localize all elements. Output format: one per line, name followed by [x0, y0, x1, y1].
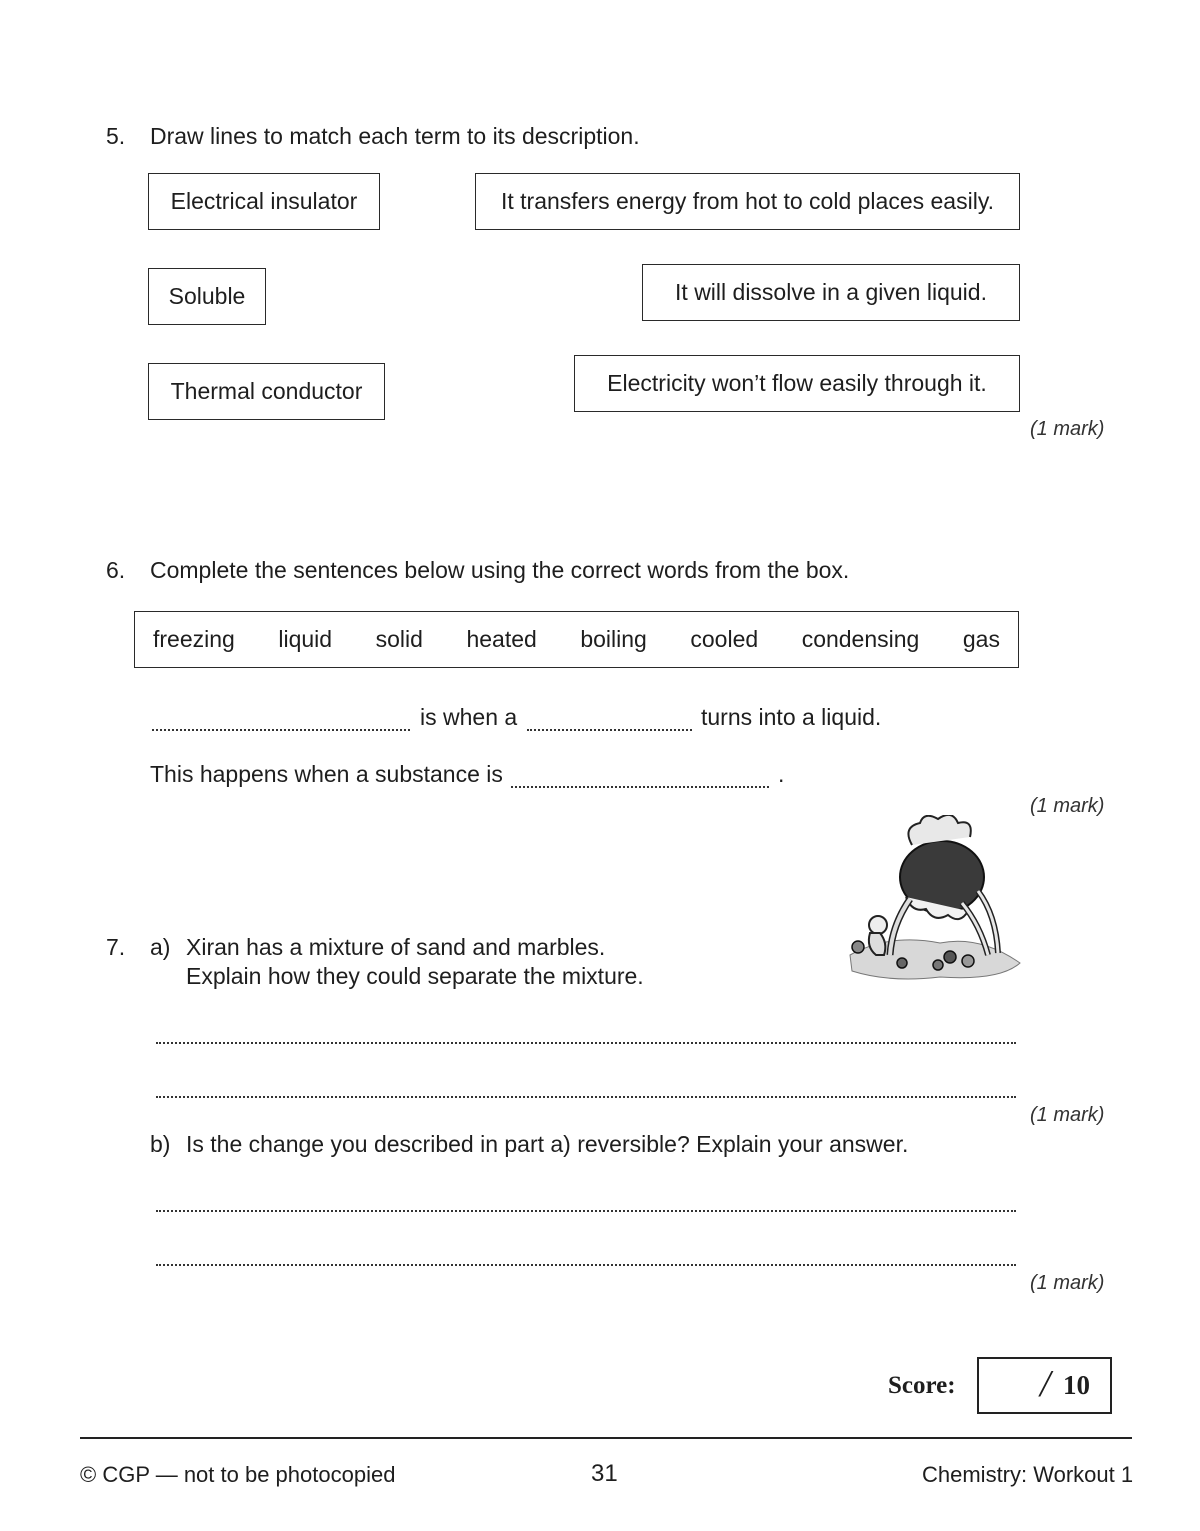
q5-number: 5.	[106, 123, 126, 149]
term-box-electrical-insulator[interactable]	[148, 173, 380, 230]
description-box-electricity[interactable]	[574, 355, 1020, 412]
score-label: Score:	[888, 1372, 956, 1399]
q7-part-a-line2: Explain how they could separate the mixture.	[186, 963, 644, 989]
q7-part-a-label: a)	[150, 934, 171, 960]
blank-answer-line-1[interactable]	[152, 729, 410, 731]
description-label: It will dissolve in a given liquid.	[675, 279, 987, 305]
word-bank-item: cooled	[690, 626, 759, 652]
q6-number: 6.	[106, 557, 126, 583]
word-bank-item: boiling	[580, 626, 647, 652]
score-slash: /	[1040, 1363, 1051, 1405]
blank-answer-line-3[interactable]	[511, 786, 769, 788]
term-label: Soluble	[168, 283, 246, 309]
description-box-thermal[interactable]	[475, 173, 1020, 230]
description-box-dissolve[interactable]	[642, 264, 1020, 321]
word-bank-item: liquid	[278, 626, 333, 652]
answer-line-a1[interactable]	[156, 1042, 1016, 1044]
q6-sentence1-mid: is when a	[420, 704, 518, 730]
q6-prompt: Complete the sentences below using the correct words from the box.	[150, 557, 850, 583]
answer-line-b2[interactable]	[156, 1264, 1016, 1266]
word-bank-item: heated	[466, 626, 537, 652]
q6-sentence1-end: turns into a liquid.	[701, 704, 882, 730]
q7b-mark: (1 mark)	[1030, 1272, 1105, 1294]
word-bank-box	[134, 611, 1019, 668]
term-box-thermal-conductor[interactable]	[148, 363, 385, 420]
term-box-soluble[interactable]	[148, 268, 266, 325]
word-bank-item: condensing	[801, 626, 920, 652]
word-bank-item: freezing	[153, 626, 235, 652]
q7-part-b-text: Is the change you described in part a) reversible? Explain your answer.	[186, 1131, 909, 1157]
footer-copyright: © CGP — not to be photocopied	[80, 1462, 396, 1487]
term-label: Thermal conductor	[170, 378, 363, 404]
page-number: 31	[591, 1460, 618, 1487]
description-label: It transfers energy from hot to cold places easily.	[500, 188, 995, 214]
q7-part-b-label: b)	[150, 1131, 171, 1157]
q6-sentence2-end: .	[778, 761, 785, 787]
q6-mark: (1 mark)	[1030, 795, 1105, 817]
description-label: Electricity won’t flow easily through it.	[607, 370, 987, 396]
q5-prompt: Draw lines to match each term to its description.	[150, 123, 640, 149]
q5-mark: (1 mark)	[1030, 418, 1105, 440]
q7-number: 7.	[106, 934, 126, 960]
word-bank-item: solid	[375, 626, 423, 652]
score-total: 10	[1063, 1370, 1090, 1400]
word-bank-item: gas	[962, 626, 1000, 652]
q7-part-a-line1: Xiran has a mixture of sand and marbles.	[186, 934, 606, 960]
q6-sentence2: This happens when a substance is	[150, 761, 503, 787]
answer-line-a2[interactable]	[156, 1096, 1016, 1098]
footer-divider	[80, 1437, 1132, 1439]
ostrich-cartoon-icon	[830, 815, 1025, 987]
footer-book-title: Chemistry: Workout 1	[922, 1462, 1134, 1487]
blank-answer-line-2[interactable]	[527, 729, 692, 731]
q7a-mark: (1 mark)	[1030, 1104, 1105, 1126]
term-label: Electrical insulator	[170, 188, 358, 214]
answer-line-b1[interactable]	[156, 1210, 1016, 1212]
